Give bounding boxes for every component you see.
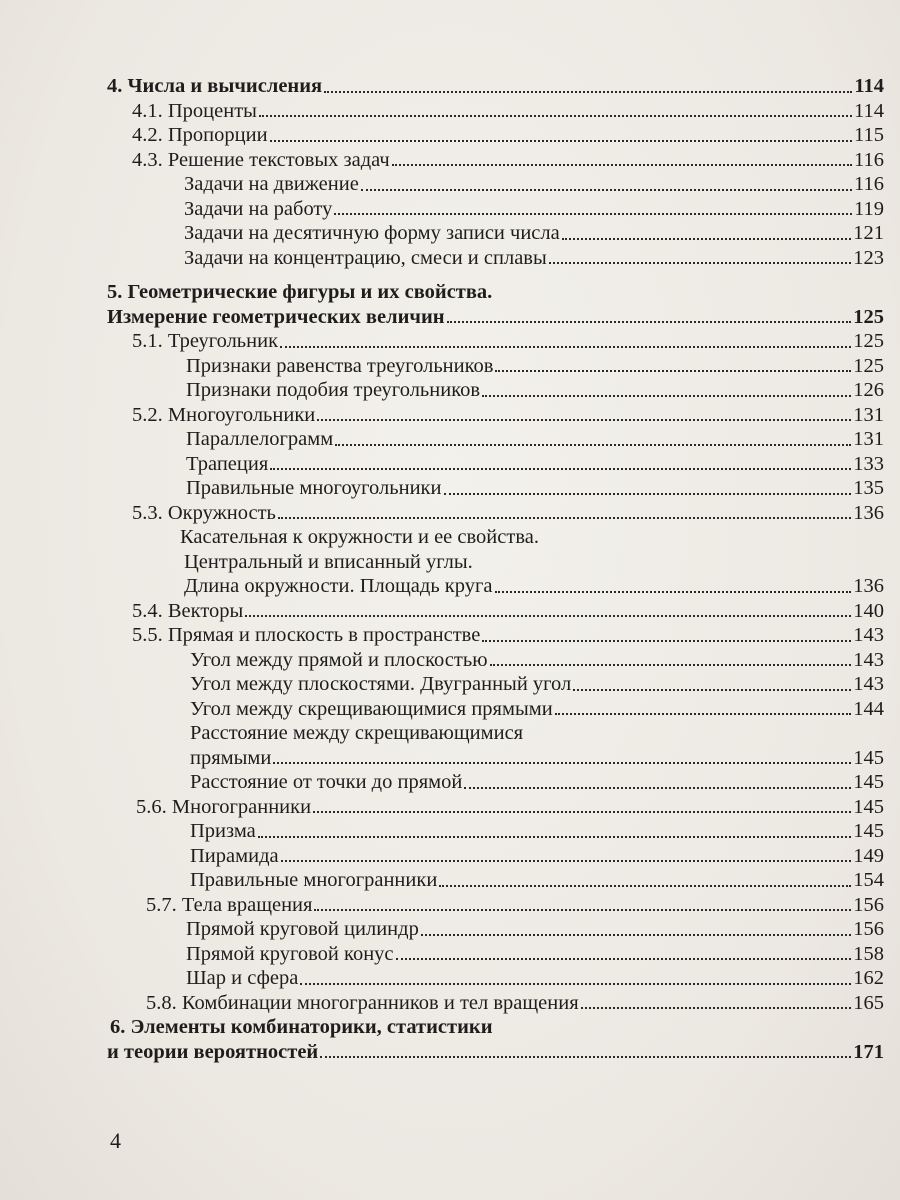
- toc-entry-title: Расстояние от точки до прямой: [190, 771, 463, 793]
- toc-entry-page: 136: [853, 501, 884, 524]
- toc-leader-dots: [314, 908, 851, 911]
- toc-leader-dots: [490, 663, 852, 666]
- toc-entry: [0, 74, 900, 99]
- toc-entry-page: 125: [853, 330, 884, 352]
- toc-entry: [0, 452, 900, 477]
- toc-entry: [0, 329, 900, 354]
- toc-entry-page: 156: [853, 893, 884, 916]
- toc-entry-page: 145: [853, 820, 884, 842]
- toc-entry-page: 162: [853, 967, 884, 989]
- toc-entry-title: 5.3. Окружность: [132, 501, 276, 524]
- toc-entry-title: Трапеция: [186, 452, 269, 475]
- toc-entry-page: 158: [853, 942, 884, 965]
- toc-entry-title: Угол между плоскостями. Двугранный угол: [190, 673, 572, 695]
- toc-entry: [0, 246, 900, 271]
- toc-leader-dots: [270, 139, 852, 142]
- toc-entry-page: 114: [854, 75, 884, 97]
- toc-entry-title: 4.2. Пропорции: [132, 124, 268, 146]
- toc-entry-title: 5.1. Треугольник: [132, 330, 279, 352]
- toc-entry-title: Пирамида: [190, 844, 279, 867]
- toc-leader-dots: [555, 712, 852, 715]
- toc-entry-page: 165: [853, 991, 884, 1014]
- toc-entry: [0, 697, 900, 722]
- toc-leader-dots: [335, 443, 851, 446]
- toc-leader-dots: [581, 1006, 852, 1009]
- toc-leader-dots: [245, 614, 851, 617]
- toc-entry-page: 143: [853, 648, 884, 671]
- toc-entry: [0, 525, 900, 550]
- toc-entry-page: 114: [854, 99, 884, 122]
- toc-leader-dots: [334, 212, 852, 215]
- toc-entry-page: 145: [853, 746, 884, 769]
- toc-entry: [0, 550, 900, 575]
- toc-leader-dots: [482, 639, 851, 642]
- toc-entry-page: 126: [853, 379, 884, 401]
- toc-entry-title: Центральный и вписанный углы.: [184, 550, 473, 573]
- toc-leader-dots: [495, 590, 852, 593]
- toc-entry-title: 5. Геометрические фигуры и их свойства.: [107, 281, 493, 303]
- toc-entry-title: Параллелограмм: [186, 428, 334, 450]
- toc-entry-page: 145: [853, 795, 884, 818]
- toc-leader-dots: [278, 516, 851, 519]
- toc-entry-title: 5.2. Многоугольники: [132, 403, 316, 426]
- toc-entry-title: Прямой круговой цилиндр: [186, 918, 419, 940]
- toc-entry: [0, 172, 900, 197]
- toc-leader-dots: [259, 114, 852, 117]
- toc-entry-title: Признаки подобия треугольников: [186, 379, 481, 401]
- page-number: 4: [110, 1128, 121, 1153]
- toc-entry-title: Угол между скрещивающимися прямыми: [190, 697, 553, 720]
- toc-leader-dots: [392, 163, 852, 166]
- toc-entry-page: 145: [853, 771, 884, 793]
- toc-entry: [0, 917, 900, 942]
- toc-entry-title: Расстояние между скрещивающимися: [190, 722, 524, 744]
- toc-leader-dots: [439, 884, 851, 887]
- toc-leader-dots: [317, 418, 851, 421]
- toc-leader-dots: [361, 188, 852, 191]
- toc-entry-page: 121: [853, 222, 884, 244]
- toc-entry-title: 5.8. Комбинации многогранников и тел вращения: [146, 991, 579, 1014]
- toc-entry: [0, 795, 900, 820]
- toc-entry-title: Задачи на движение: [184, 173, 359, 195]
- toc-entry-title: Шар и сфера: [186, 967, 299, 989]
- toc-entry: [0, 966, 900, 991]
- toc-entry: [0, 99, 900, 124]
- toc-entry-title: Задачи на концентрацию, смеси и сплавы: [184, 246, 547, 269]
- toc-leader-dots: [549, 261, 852, 264]
- toc-entry: [0, 942, 900, 967]
- toc-leader-dots: [447, 320, 852, 323]
- toc-leader-dots: [273, 761, 851, 764]
- toc-entry-page: 116: [854, 173, 884, 195]
- toc-entry-page: 136: [853, 575, 884, 597]
- toc-entry-title: Признаки равенства треугольников: [186, 354, 494, 377]
- toc-leader-dots: [258, 835, 851, 838]
- toc-entry-title: 6. Элементы комбинаторики, статистики: [110, 1016, 493, 1038]
- toc-leader-dots: [313, 810, 851, 813]
- toc-entry-page: 154: [853, 869, 884, 891]
- toc-entry-title: 4.3. Решение текстовых задач: [132, 148, 390, 171]
- toc-entry-page: 119: [854, 197, 884, 220]
- toc-entry: [0, 427, 900, 452]
- toc-leader-dots: [324, 90, 852, 93]
- toc-entry: [0, 354, 900, 379]
- toc-entry: [0, 599, 900, 624]
- toc-entry-page: 143: [853, 624, 884, 646]
- toc-entry: [0, 221, 900, 246]
- toc-entry-title: 5.5. Прямая и плоскость в пространстве: [132, 624, 481, 646]
- toc-entry-title: 5.4. Векторы: [132, 599, 244, 622]
- toc-entry-page: 116: [854, 148, 884, 171]
- toc-entry-page: 133: [853, 452, 884, 475]
- toc-entry: [0, 403, 900, 428]
- toc-leader-dots: [300, 982, 851, 985]
- toc-entry: [0, 623, 900, 648]
- toc-leader-dots: [280, 345, 851, 348]
- toc-entry-title: Измерение геометрических величин: [107, 305, 445, 328]
- toc-leader-dots: [562, 237, 852, 240]
- toc-leader-dots: [320, 1055, 851, 1058]
- toc-entry: [0, 197, 900, 222]
- toc-entry: [0, 123, 900, 148]
- toc-leader-dots: [421, 933, 851, 936]
- toc-entry: [0, 1015, 900, 1040]
- toc-entry-title: Длина окружности. Площадь круга: [184, 575, 493, 597]
- toc-entry-title: 4. Числа и вычисления: [107, 75, 323, 97]
- toc-leader-dots: [464, 786, 851, 789]
- toc-entry: [0, 305, 900, 330]
- toc-entry-page: 144: [853, 697, 884, 720]
- toc-entry-title: Задачи на десятичную форму записи числа: [184, 222, 560, 244]
- toc-entry-page: 143: [853, 673, 884, 695]
- toc-entry-title: 5.7. Тела вращения: [146, 893, 313, 916]
- toc-entry-page: 135: [853, 477, 884, 499]
- toc-entry-title: и теории вероятностей: [107, 1040, 319, 1063]
- toc-entry-title: Задачи на работу: [184, 197, 333, 220]
- toc-entry-page: 115: [854, 124, 884, 146]
- toc-entry: [0, 501, 900, 526]
- toc-entry: [0, 893, 900, 918]
- toc-entry-title: 5.6. Многогранники: [136, 795, 312, 818]
- toc-leader-dots: [573, 688, 851, 691]
- toc-entry-page: 131: [853, 428, 884, 450]
- toc-leader-dots: [482, 394, 851, 397]
- toc-leader-dots: [495, 369, 851, 372]
- toc-leader-dots: [444, 492, 852, 495]
- toc-entry-page: 125: [853, 305, 884, 328]
- toc-entry-title: Прямой круговой конус: [186, 942, 394, 965]
- toc-entry: [0, 574, 900, 599]
- toc-entry: [0, 868, 900, 893]
- toc-entry: [0, 648, 900, 673]
- toc-entry: [0, 819, 900, 844]
- toc-entry-page: 123: [853, 246, 884, 269]
- toc-entry-title: 4.1. Проценты: [132, 99, 257, 122]
- toc-entry: [0, 721, 900, 746]
- toc-entry-title: прямыми: [190, 746, 272, 769]
- toc-entry-title: Призма: [190, 820, 256, 842]
- toc-entry: [0, 476, 900, 501]
- table-of-contents: [0, 74, 900, 1064]
- toc-entry-page: 140: [853, 599, 884, 622]
- toc-leader-dots: [281, 859, 852, 862]
- toc-leader-dots: [396, 957, 852, 960]
- toc-entry: [0, 280, 900, 305]
- toc-entry-title: Угол между прямой и плоскостью: [190, 648, 488, 671]
- toc-entry: [0, 746, 900, 771]
- toc-entry-page: 131: [853, 403, 884, 426]
- toc-entry: [0, 1040, 900, 1065]
- toc-entry: [0, 672, 900, 697]
- toc-entry: [0, 844, 900, 869]
- toc-entry-page: 125: [853, 354, 884, 377]
- toc-entry-page: 171: [853, 1040, 884, 1063]
- toc-entry: [0, 770, 900, 795]
- toc-entry-page: 149: [853, 844, 884, 867]
- toc-entry-page: 156: [853, 918, 884, 940]
- toc-entry-title: Правильные многогранники: [190, 869, 438, 891]
- toc-entry: [0, 991, 900, 1016]
- toc-leader-dots: [270, 467, 851, 470]
- toc-entry-title: Правильные многоугольники: [186, 477, 442, 499]
- toc-entry: [0, 148, 900, 173]
- toc-entry-title: Касательная к окружности и ее свойства.: [180, 526, 539, 548]
- toc-entry: [0, 378, 900, 403]
